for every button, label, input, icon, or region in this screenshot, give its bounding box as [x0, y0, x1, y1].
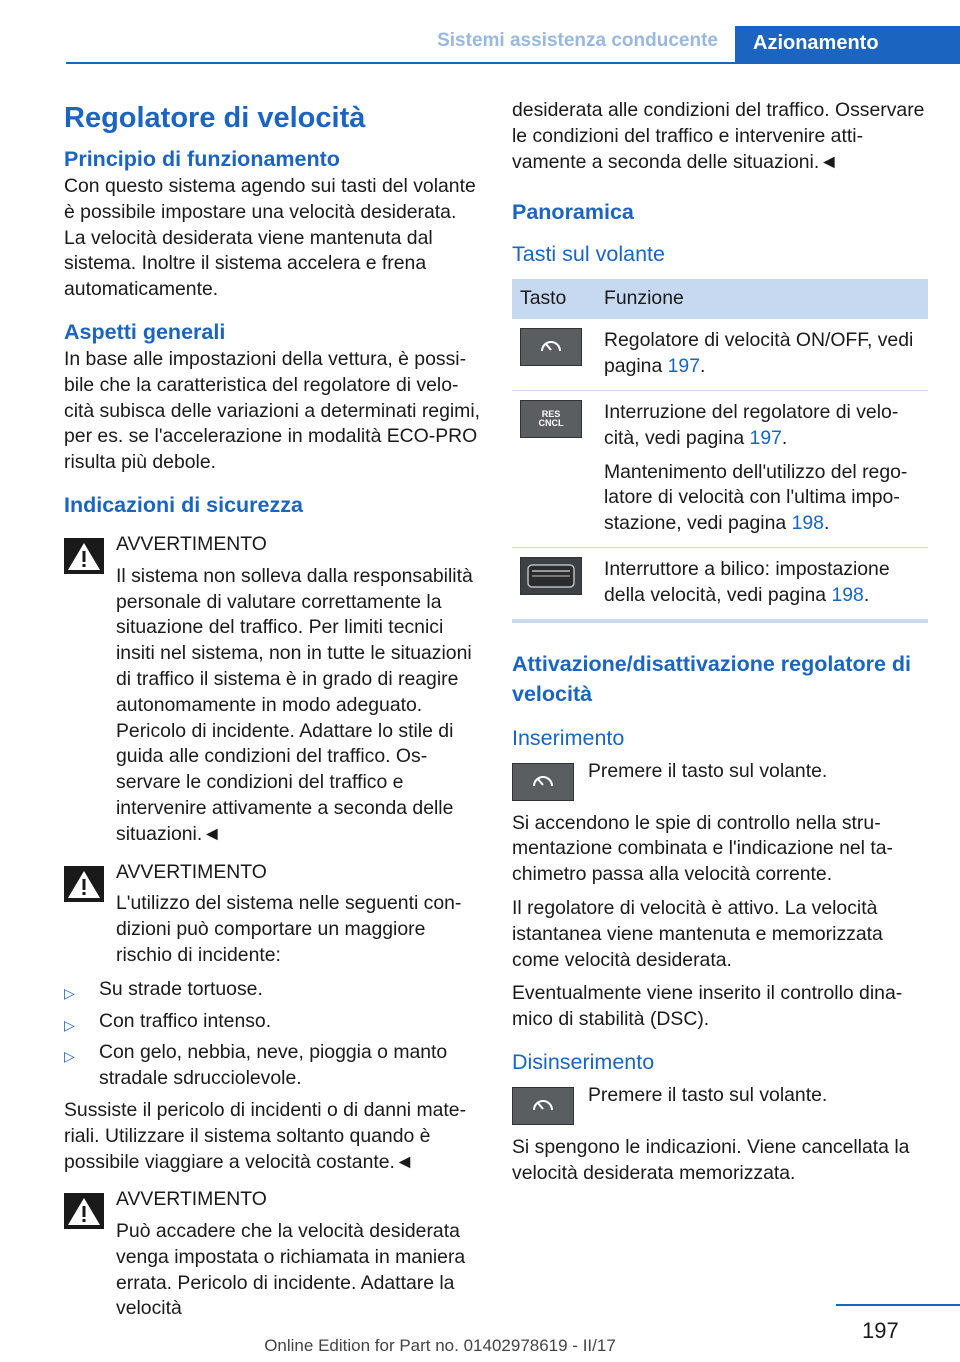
- off-key-text: Premere il tasto sul volante.: [588, 1083, 828, 1106]
- list-item: ▷ Con traffico intenso.: [64, 1009, 482, 1035]
- warning-title: AVVERTIMENTO: [116, 532, 267, 555]
- bullet-triangle-icon: ▷: [64, 1016, 75, 1033]
- warning-title: AVVERTIMENTO: [116, 860, 267, 883]
- warning-text: L'utilizzo del sistema nelle seguenti condizioni può comportare un maggiore rischio di incidente:: [116, 892, 462, 966]
- on-text-3: Eventualmente viene inserito il controllo dinamico di stabilità (DSC).: [512, 982, 903, 1031]
- risk-conditions-list: [64, 977, 482, 1092]
- column-header-key: Tasto: [512, 279, 596, 319]
- speedometer-icon: [530, 1096, 556, 1116]
- safety-heading: Indicazioni di sicurezza: [64, 492, 303, 517]
- warning-text: Può accadere che la velocità desiderata venga impostata o richiamata in maniera errata. Pericolo di incidente. Adattare la velocità: [116, 1220, 466, 1320]
- activation-heading: Attivazione/disattivazione regolatore di velocità: [512, 651, 912, 706]
- list-item: ▷ Su strade tortuose.: [64, 977, 482, 1003]
- rocker-switch-icon: [520, 557, 582, 595]
- on-text-1: Si accendono le spie di controllo nella strumentazione combinata e l'indicazione nel tachimetro passa alla velocità corrente.: [512, 811, 893, 886]
- speedometer-icon: [530, 772, 556, 792]
- warning-2-conclusion: Sussiste il pericolo di incidenti o di danni materiali. Utilizzare il sistema soltanto quando è possibile viaggiare a velocità costante.◄: [64, 1098, 467, 1173]
- cruise-onoff-icon: [512, 763, 574, 801]
- header-chapter-tab: Azionamento: [735, 26, 960, 62]
- table-row: [512, 390, 928, 547]
- column-header-function: Funzione: [596, 279, 928, 319]
- bullet-triangle-icon: ▷: [64, 984, 75, 1001]
- general-text: In base alle impostazioni della vettura, è possibile che la caratteristica del regolatore di velocità subisca delle variazioni a determinati regimi, per es. se l'accelerazione in modalità ECO-PRO risulta più debole.: [64, 347, 481, 474]
- on-heading: Inserimento: [512, 725, 625, 750]
- page-link[interactable]: 198: [791, 512, 824, 535]
- page-link[interactable]: 197: [667, 355, 700, 378]
- warning-block-2: [64, 860, 482, 969]
- warning-text: Il sistema non solleva dalla responsabilità personale di valutare correttamente la situazione del traffico. Per limiti tecnici insiti nel sistema, non in tutte le situazioni di traffico il sistema è in grado di reagire autonomamente in modo adeguato. Pericolo di incidente. Adattare lo stile di guida alle condizioni del traffico. Osservare le condizioni del traffico e intervenire attivamente a seconda delle situazioni.◄: [116, 564, 473, 845]
- warning-title: AVVERTIMENTO: [116, 1188, 267, 1211]
- cruise-onoff-icon: [512, 1087, 574, 1125]
- steering-keys-table: [512, 279, 928, 622]
- cruise-onoff-icon: [520, 328, 582, 366]
- table-row: [512, 319, 928, 390]
- footer: [0, 1336, 960, 1356]
- list-item: ▷ Con gelo, nebbia, neve, pioggia o manto stradale sdrucciolevole.: [64, 1041, 448, 1090]
- table-header-row: [512, 279, 928, 319]
- header-section-title: Sistemi assistenza conducente: [437, 30, 718, 51]
- principle-text: Con questo sistema agendo sui tasti del volante è possibile impostare una velocità desiderata. La velocità desiderata viene mantenuta dal sistema. Inoltre il sistema accelera e frena automaticamente.: [64, 175, 476, 301]
- footer-text: Online Edition for Part no. 01402978619 - II/17: [264, 1336, 616, 1355]
- overview-heading: Panoramica: [512, 200, 634, 225]
- page-header: [0, 26, 960, 62]
- on-text-2: Il regolatore di velocità è attivo. La velocità istantanea viene mantenuta e memorizzata come velocità desiderata.: [512, 896, 883, 971]
- right-column: [512, 98, 928, 1195]
- table-row: [512, 547, 928, 620]
- table-cell: Interruttore a bilico: impostazione della velocità, vedi pagina 198.: [596, 547, 928, 620]
- off-key-row: [512, 1083, 928, 1123]
- continued-text: desiderata alle condizioni del traffico. Osservare le condizioni del traffico e intervenire attivamente a seconda delle situazioni.◄: [512, 99, 925, 173]
- warning-triangle-icon: [64, 1193, 104, 1229]
- page-link[interactable]: 197: [749, 426, 782, 449]
- warning-block-3: [64, 1187, 482, 1322]
- off-heading: Disinserimento: [512, 1049, 655, 1074]
- res-cncl-icon: RES CNCL: [520, 400, 582, 438]
- left-column: [64, 98, 482, 1330]
- principle-heading: Principio di funzionamento: [64, 147, 340, 171]
- page-title: Regolatore di velocità: [64, 102, 366, 134]
- warning-block-1: [64, 532, 482, 848]
- page-link[interactable]: 198: [831, 583, 864, 606]
- header-rule: [66, 62, 960, 64]
- page-number: 197: [862, 1318, 899, 1343]
- page-number-rule: [836, 1304, 960, 1306]
- table-cell: Regolatore di velocità ON/OFF, vedi pagina 197.: [596, 319, 928, 390]
- table-cell: Interruzione del regolatore di velocità, vedi pagina 197. Mantenimento dell'utilizzo del regolatore di velocità con l'ultima impostazione, vedi pagina 198.: [596, 390, 928, 547]
- keys-heading: Tasti sul volante: [512, 242, 665, 267]
- off-text: Si spengono le indicazioni. Viene cancellata la velocità desiderata memorizzata.: [512, 1135, 910, 1184]
- warning-triangle-icon: [64, 866, 104, 902]
- on-key-text: Premere il tasto sul volante.: [588, 759, 828, 782]
- bullet-triangle-icon: ▷: [64, 1048, 75, 1065]
- general-heading: Aspetti generali: [64, 319, 226, 344]
- speedometer-icon: [538, 337, 564, 357]
- on-key-row: [512, 759, 928, 799]
- warning-triangle-icon: [64, 538, 104, 574]
